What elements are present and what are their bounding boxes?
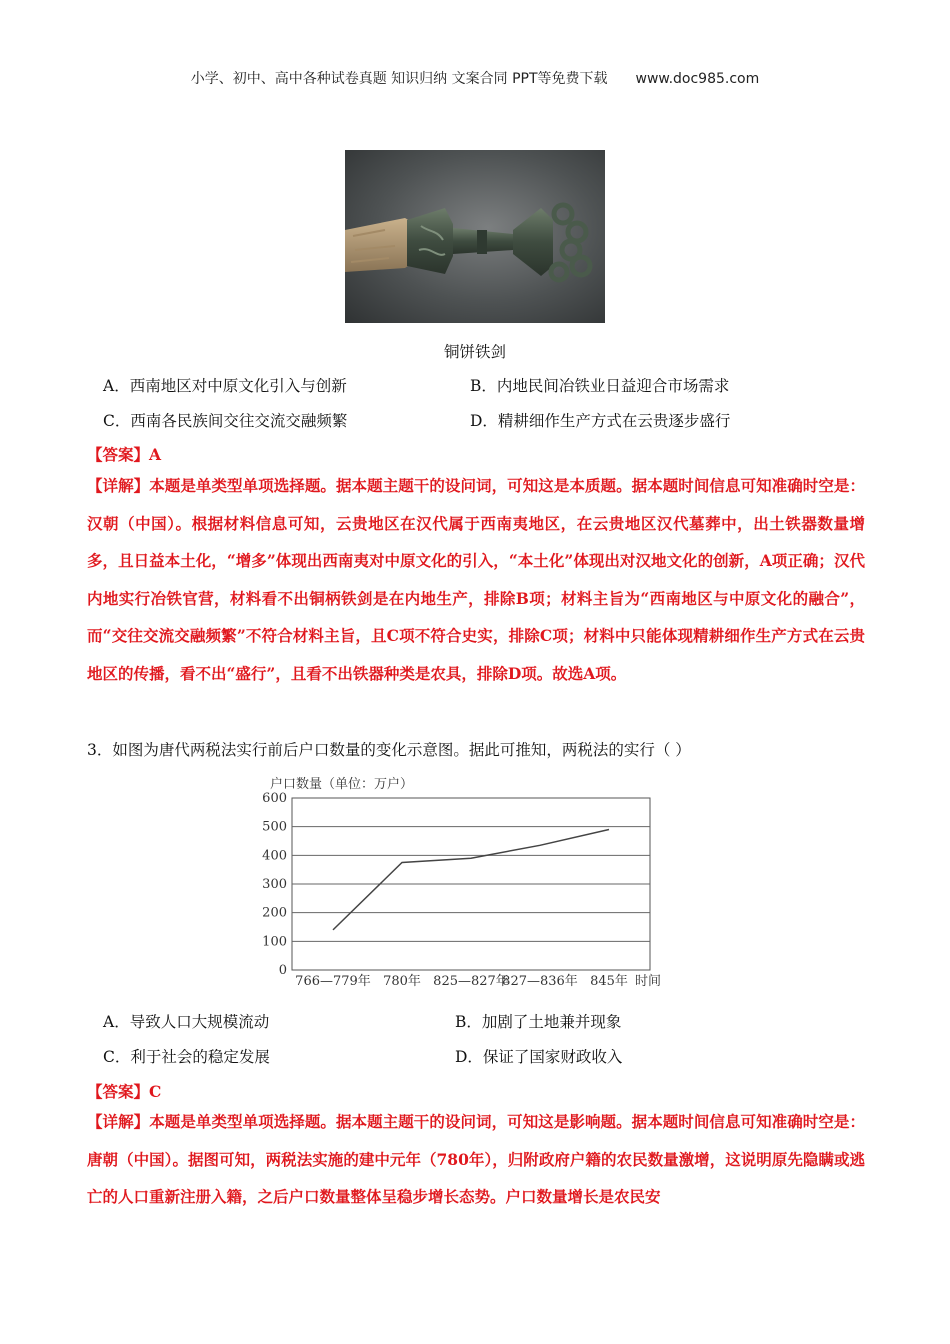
detail-text: 本题是单类型单项选择题。据本题主题干的设问词，可知这是本质题。据本题时间信息可知准确时空是：汉朝（中国）。根据材料信息可知，云贵地区在汉代属于西南夷地区，在云贵地区汉代墓葬中，出土铁器数量增多，且日益本土化，“增多”体现出西南夷对中原文化的引入，“本土化”体现出对汉地文化的创新，A项正确；汉代内地实行冶铁官营，材料看不出铜柄铁剑是在内地生产，排除B项；材料主旨为“西南地区与中原文化的融合”，而“交往交流交融频繁”不符合材料主旨，且C项不符合史实，排除C项；材料中只能体现精耕细作生产方式在云贵地区的传播，看不出“盛行”，且看不出铁器种类是农具，排除D项。故选A项。 <box>87 476 865 683</box>
image-caption: 铜饼铁剑 <box>443 343 506 361</box>
y-tick-label: 400 <box>262 848 287 864</box>
option-a: A．西南地区对中原文化引入与创新 <box>103 377 347 395</box>
x-tick-label: 825—827年 <box>433 974 509 989</box>
header-url[interactable]: www.doc985.com <box>635 71 760 87</box>
x-tick-label: 827—836年 <box>502 974 578 989</box>
option-a: A．导致人口大规模流动 <box>103 1013 270 1031</box>
y-tick-label: 0 <box>278 963 287 978</box>
option-b: B．加剧了土地兼并现象 <box>455 1013 622 1031</box>
question-3: 3．如图为唐代两税法实行前后户口数量的变化示意图。据此可推知，两税法的实行（ ） <box>87 741 691 759</box>
option-c: C．利于社会的稳定发展 <box>103 1048 270 1066</box>
y-tick-label: 500 <box>262 819 287 835</box>
sword-illustration <box>345 150 605 323</box>
x-axis-label: 时间 <box>635 974 662 989</box>
y-tick-label: 300 <box>262 877 287 892</box>
answer-q2: 【答案】A <box>87 445 162 464</box>
x-tick-label: 845年 <box>590 974 628 989</box>
option-d: D．保证了国家财政收入 <box>455 1048 623 1066</box>
bronze-iron-sword-photo <box>345 150 605 323</box>
y-tick-label: 100 <box>262 934 287 950</box>
page-header <box>0 68 950 88</box>
y-tick-label: 200 <box>262 905 287 921</box>
detail-label: 【详解】 <box>87 1112 150 1131</box>
option-d: D．精耕细作生产方式在云贵逐步盛行 <box>470 412 731 430</box>
x-tick-label: 766—779年 <box>295 974 371 989</box>
option-b: B．内地民间冶铁业日益迎合市场需求 <box>470 377 730 395</box>
detail-label: 【详解】 <box>87 476 150 495</box>
x-tick-label: 780年 <box>383 974 421 989</box>
detail-text: 本题是单类型单项选择题。据本题主题干的设问词，可知这是影响题。据本题时间信息可知准确时空是：唐朝（中国）。据图可知，两税法实施的建中元年（780年），归附政府户籍的农民数量激增，这说明原先隐瞒或逃亡的人口重新注册入籍，之后户口数量整体呈稳步增长态势。户口数量增长是农民安 <box>87 1112 865 1206</box>
series-line <box>333 830 609 930</box>
detail-q3 <box>87 1103 865 1216</box>
detail-q2 <box>87 467 865 692</box>
y-axis-label: 户口数量（单位：万户） <box>270 777 414 792</box>
header-text: 小学、初中、高中各种试卷真题 知识归纳 文案合同 PPT等免费下载 <box>190 71 608 87</box>
chart-svg <box>250 770 690 992</box>
option-c: C．西南各民族间交往交流交融频繁 <box>103 412 348 430</box>
answer-q3: 【答案】C <box>87 1082 162 1101</box>
population-chart <box>250 770 690 996</box>
y-tick-label: 600 <box>262 791 287 806</box>
